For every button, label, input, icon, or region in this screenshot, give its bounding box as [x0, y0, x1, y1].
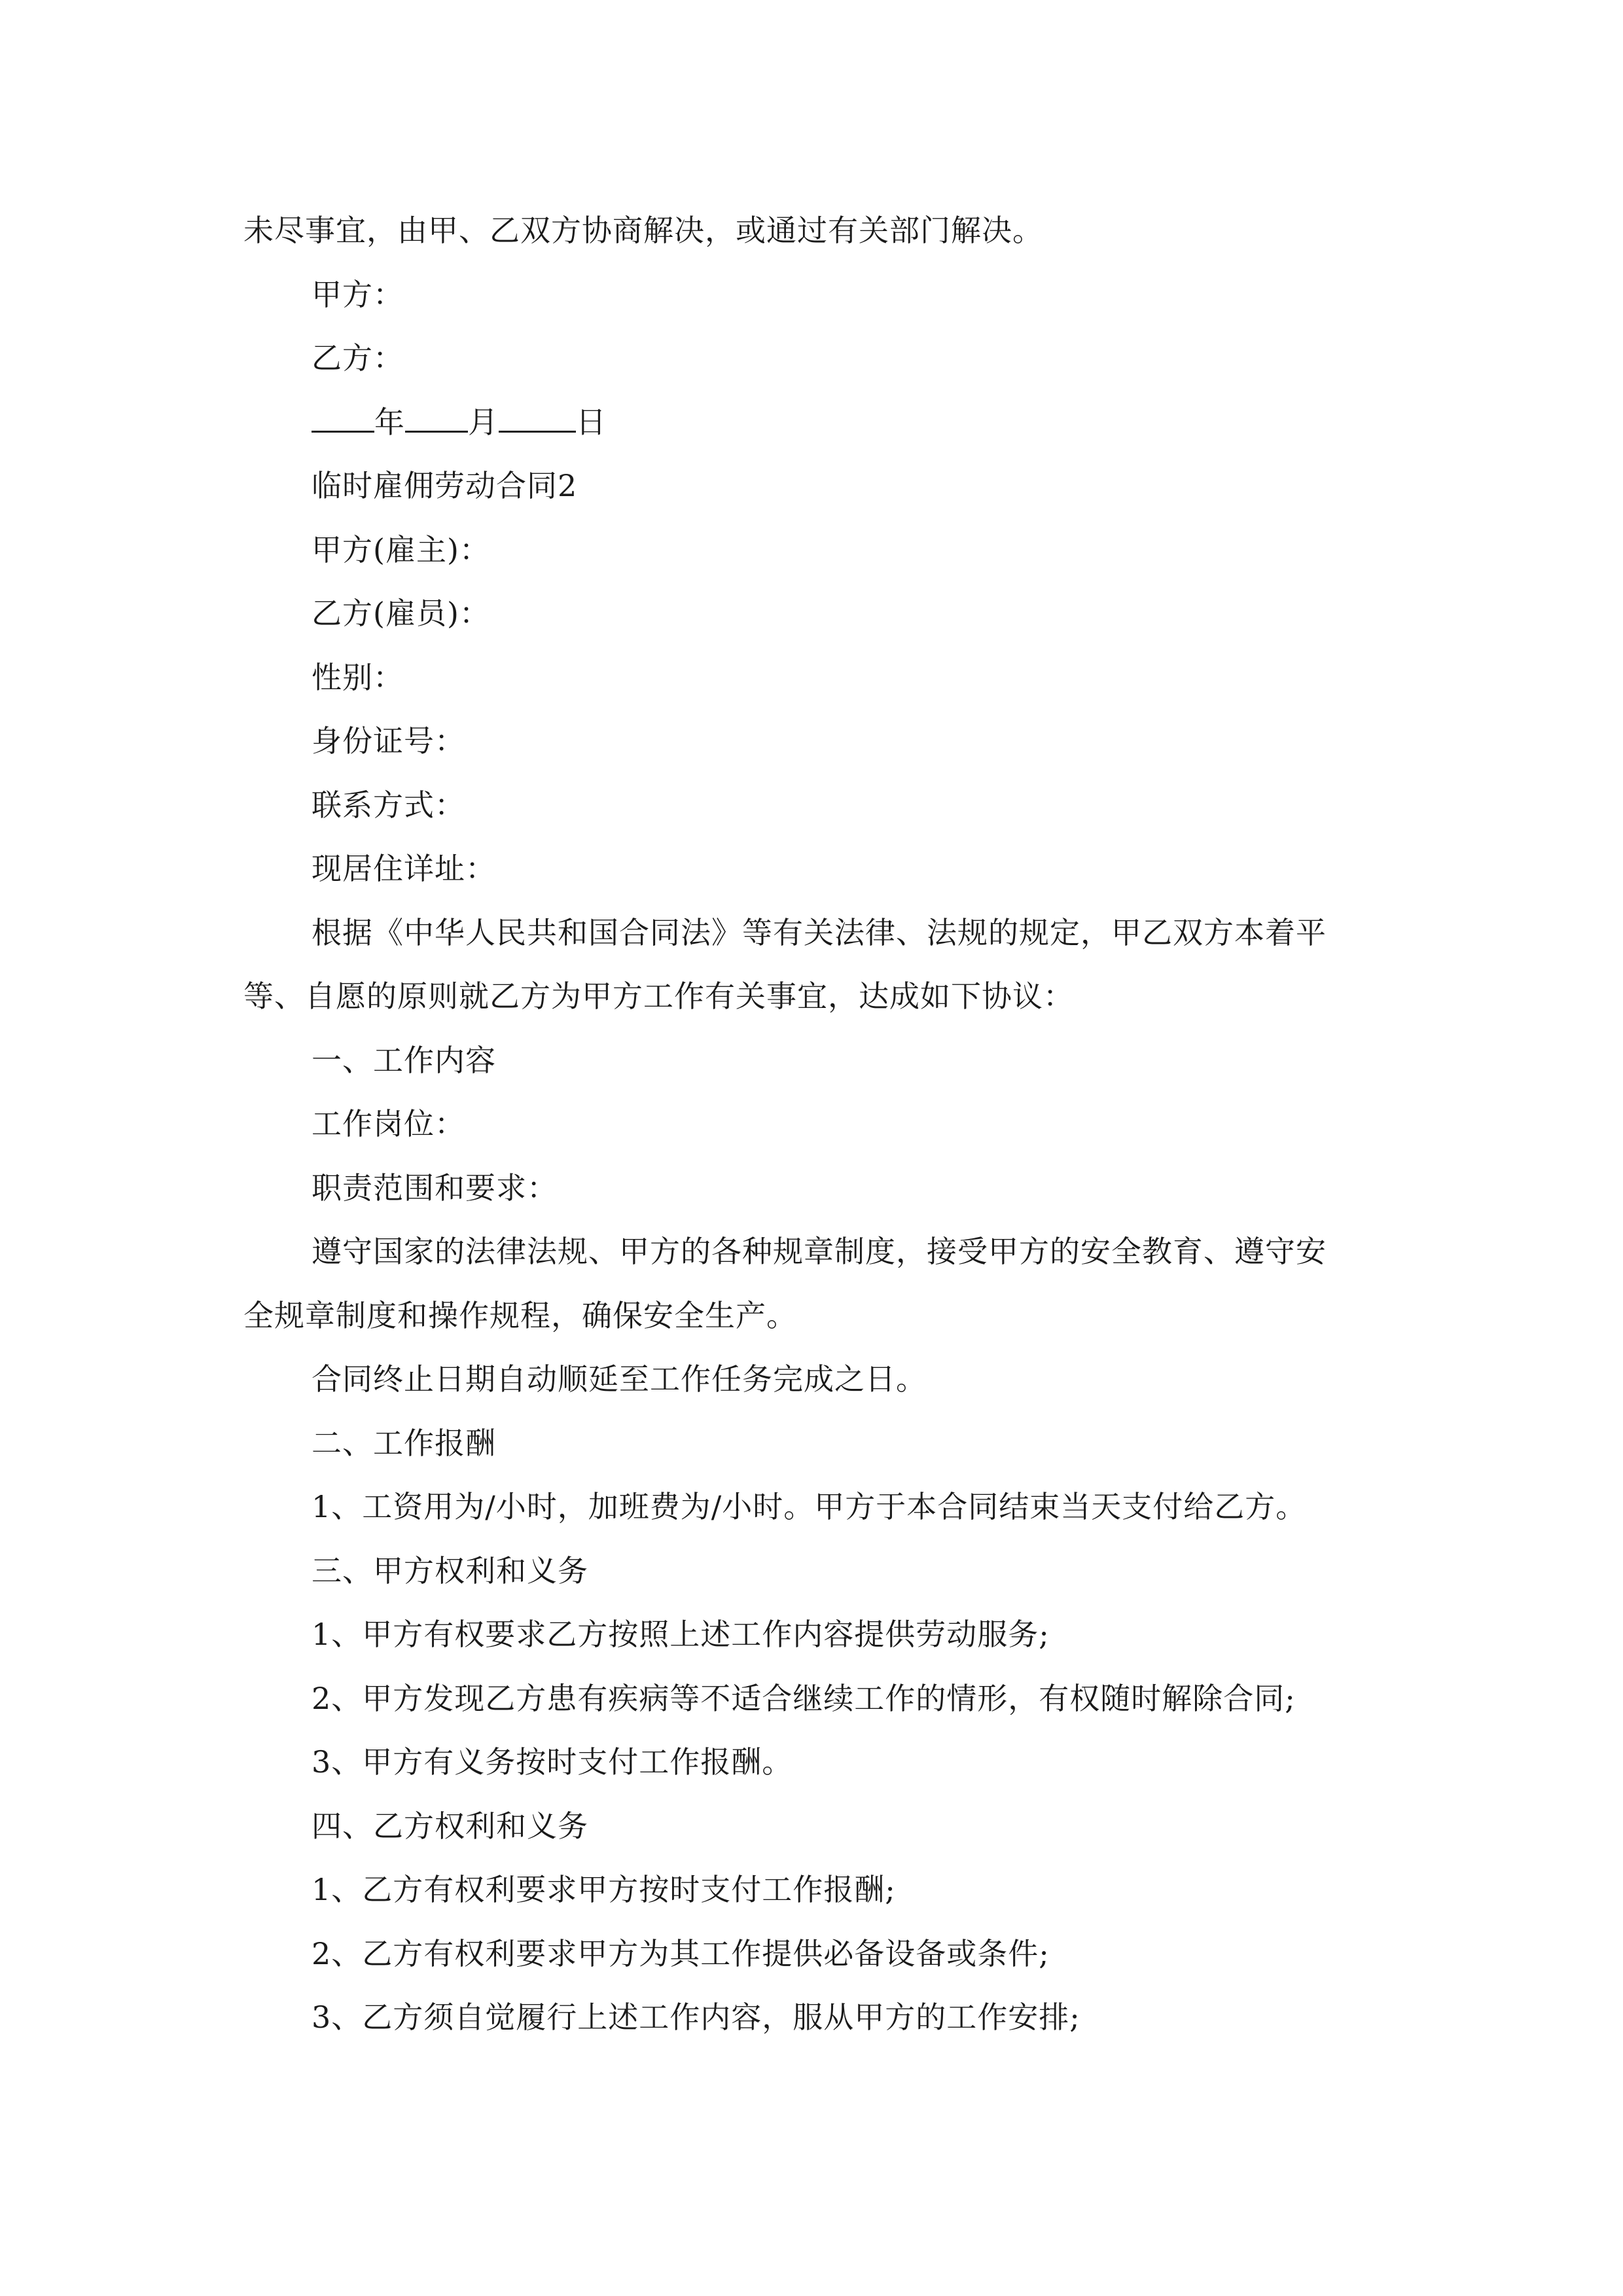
year-blank — [312, 404, 374, 433]
address-field: 现居住详址： — [312, 851, 496, 886]
employer-field: 甲方(雇主)： — [312, 531, 490, 567]
document-body — [243, 199, 1390, 2050]
section-heading-1: 一、工作内容 — [312, 1042, 496, 1078]
party-a-clause-2: 2、甲方发现乙方患有疾病等不适合继续工作的情形，有权随时解除合同; — [312, 1680, 1296, 1716]
month-label: 月 — [468, 404, 499, 440]
termination-clause: 合同终止日期自动顺延至工作任务完成之日。 — [312, 1361, 927, 1397]
contact-field: 联系方式： — [312, 787, 465, 823]
section-heading-3: 三、甲方权利和义务 — [312, 1552, 588, 1588]
compliance-line-1: 遵守国家的法律法规、甲方的各种规章制度，接受甲方的安全教育、遵守安 — [312, 1234, 1327, 1269]
compliance-line-2: 全规章制度和操作规程，确保安全生产。 — [243, 1297, 797, 1333]
year-label: 年 — [374, 404, 405, 440]
party-b-signature: 乙方： — [312, 340, 404, 376]
party-b-clause-1: 1、乙方有权利要求甲方按时支付工作报酬; — [312, 1872, 896, 1907]
party-b-clause-2: 2、乙方有权利要求甲方为其工作提供必备设备或条件; — [312, 1935, 1050, 1971]
preamble-line-2: 等、自愿的原则就乙方为甲方工作有关事宜，达成如下协议： — [243, 978, 1074, 1014]
preamble-line-1: 根据《中华人民共和国合同法》等有关法律、法规的规定，甲乙双方本着平 — [312, 914, 1327, 950]
day-label: 日 — [576, 404, 607, 440]
party-a-signature: 甲方： — [312, 276, 404, 312]
wage-clause: 1、工资用为/小时，加班费为/小时。甲方于本合同结束当天支付给乙方。 — [312, 1489, 1307, 1524]
employee-field: 乙方(雇员)： — [312, 596, 490, 631]
job-position-field: 工作岗位： — [312, 1106, 465, 1141]
date-line — [243, 391, 1390, 455]
day-blank — [499, 404, 576, 433]
paragraph-continuation: 未尽事宜，由甲、乙双方协商解决，或通过有关部门解决。 — [243, 213, 1043, 248]
party-b-clause-3: 3、乙方须自觉履行上述工作内容，服从甲方的工作安排; — [312, 2000, 1080, 2035]
section-heading-2: 二、工作报酬 — [312, 1425, 496, 1461]
party-a-clause-1: 1、甲方有权要求乙方按照上述工作内容提供劳动服务; — [312, 1617, 1050, 1652]
id-number-field: 身份证号： — [312, 723, 465, 759]
contract-title: 临时雇佣劳动合同2 — [312, 468, 578, 503]
gender-field: 性别： — [312, 659, 404, 695]
responsibilities-field: 职责范围和要求： — [312, 1170, 558, 1206]
party-a-clause-3: 3、甲方有义务按时支付工作报酬。 — [312, 1744, 793, 1780]
month-blank — [405, 404, 468, 433]
section-heading-4: 四、乙方权利和义务 — [312, 1808, 588, 1844]
